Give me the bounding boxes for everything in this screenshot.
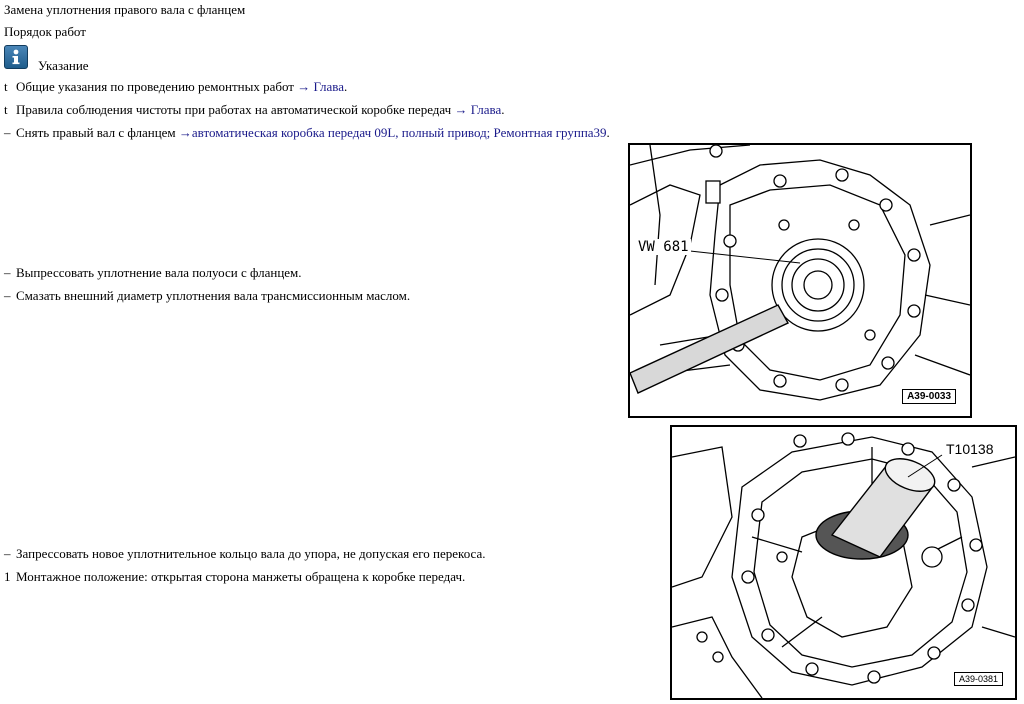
- note-label: Указание: [38, 58, 89, 73]
- dash-marker: –: [4, 265, 11, 280]
- item-text: Снять правый вал с фланцем: [16, 125, 179, 140]
- step-item: [4, 546, 485, 562]
- step-text: Смазать внешний диаметр уплотнения вала трансмиссионным маслом.: [16, 288, 411, 303]
- dash-marker: –: [4, 288, 11, 303]
- figure-seal-removal: [628, 143, 972, 418]
- dash-marker: –: [4, 125, 11, 140]
- chapter-link[interactable]: → Глава: [297, 79, 345, 94]
- tool-label: VW 681: [638, 239, 689, 255]
- chapter-link[interactable]: → Глава: [454, 102, 502, 117]
- item-text: Общие указания по проведению ремонтных работ: [16, 79, 298, 94]
- item-text: Правила соблюдения чистоты при работах на автоматической коробке передач: [16, 102, 455, 117]
- list-item: [4, 125, 610, 141]
- step-item: [4, 288, 410, 304]
- section-subtitle: Порядок работ: [4, 24, 86, 39]
- step-text: Выпрессовать уплотнение вала полуоси с фланцем.: [16, 265, 302, 280]
- step-item: [4, 569, 465, 585]
- list-item: [4, 79, 347, 95]
- dash-marker: –: [4, 546, 11, 561]
- info-icon: [4, 45, 28, 69]
- page-title: Замена уплотнения правого вала с фланцем: [4, 2, 246, 17]
- item-tail: .: [606, 125, 610, 140]
- repair-group-link[interactable]: →автоматическая коробка передач 09L, полный привод; Ремонтная группа39: [178, 125, 607, 140]
- number-marker: 1: [4, 569, 11, 584]
- transmission-illustration: [630, 145, 970, 416]
- step-text: Монтажное положение: открытая сторона манжеты обращена к коробке передач.: [16, 569, 466, 584]
- bullet-marker: t: [4, 102, 8, 117]
- step-item: [4, 265, 302, 281]
- figure-id: A39-0381: [954, 672, 1003, 686]
- item-tail: .: [344, 79, 348, 94]
- tool-label: T10138: [946, 441, 994, 457]
- bullet-marker: t: [4, 79, 8, 94]
- list-item: [4, 102, 505, 118]
- transmission-illustration: [672, 427, 1015, 698]
- figure-seal-installation: [670, 425, 1017, 700]
- figure-id: A39-0033: [902, 389, 956, 404]
- step-text: Запрессовать новое уплотнительное кольцо вала до упора, не допуская его перекоса.: [16, 546, 486, 561]
- item-tail: .: [501, 102, 505, 117]
